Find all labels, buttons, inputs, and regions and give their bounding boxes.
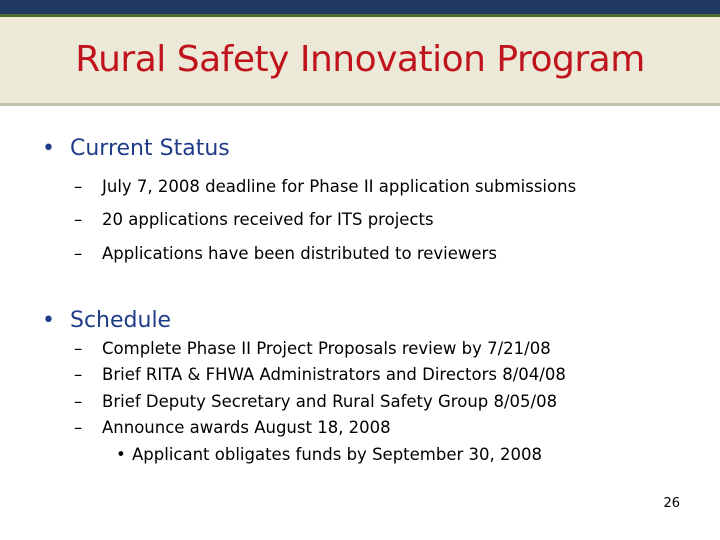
slide-title: Rural Safety Innovation Program — [75, 39, 645, 80]
dash-icon: – — [74, 210, 83, 229]
bullet-icon: • — [116, 445, 126, 464]
title-underline — [0, 103, 720, 106]
dash-icon: – — [74, 339, 83, 358]
page-number: 26 — [663, 496, 680, 511]
dash-icon: – — [74, 177, 83, 196]
dash-icon: – — [74, 392, 83, 411]
dash-icon: – — [74, 365, 83, 384]
dash-icon: – — [74, 244, 83, 263]
section-heading: Schedule — [70, 308, 172, 333]
bullet-icon: • — [42, 308, 55, 333]
bullet-icon: • — [42, 136, 55, 161]
section-heading: Current Status — [70, 136, 230, 161]
top-bar — [0, 0, 720, 14]
dash-icon: – — [74, 418, 83, 437]
